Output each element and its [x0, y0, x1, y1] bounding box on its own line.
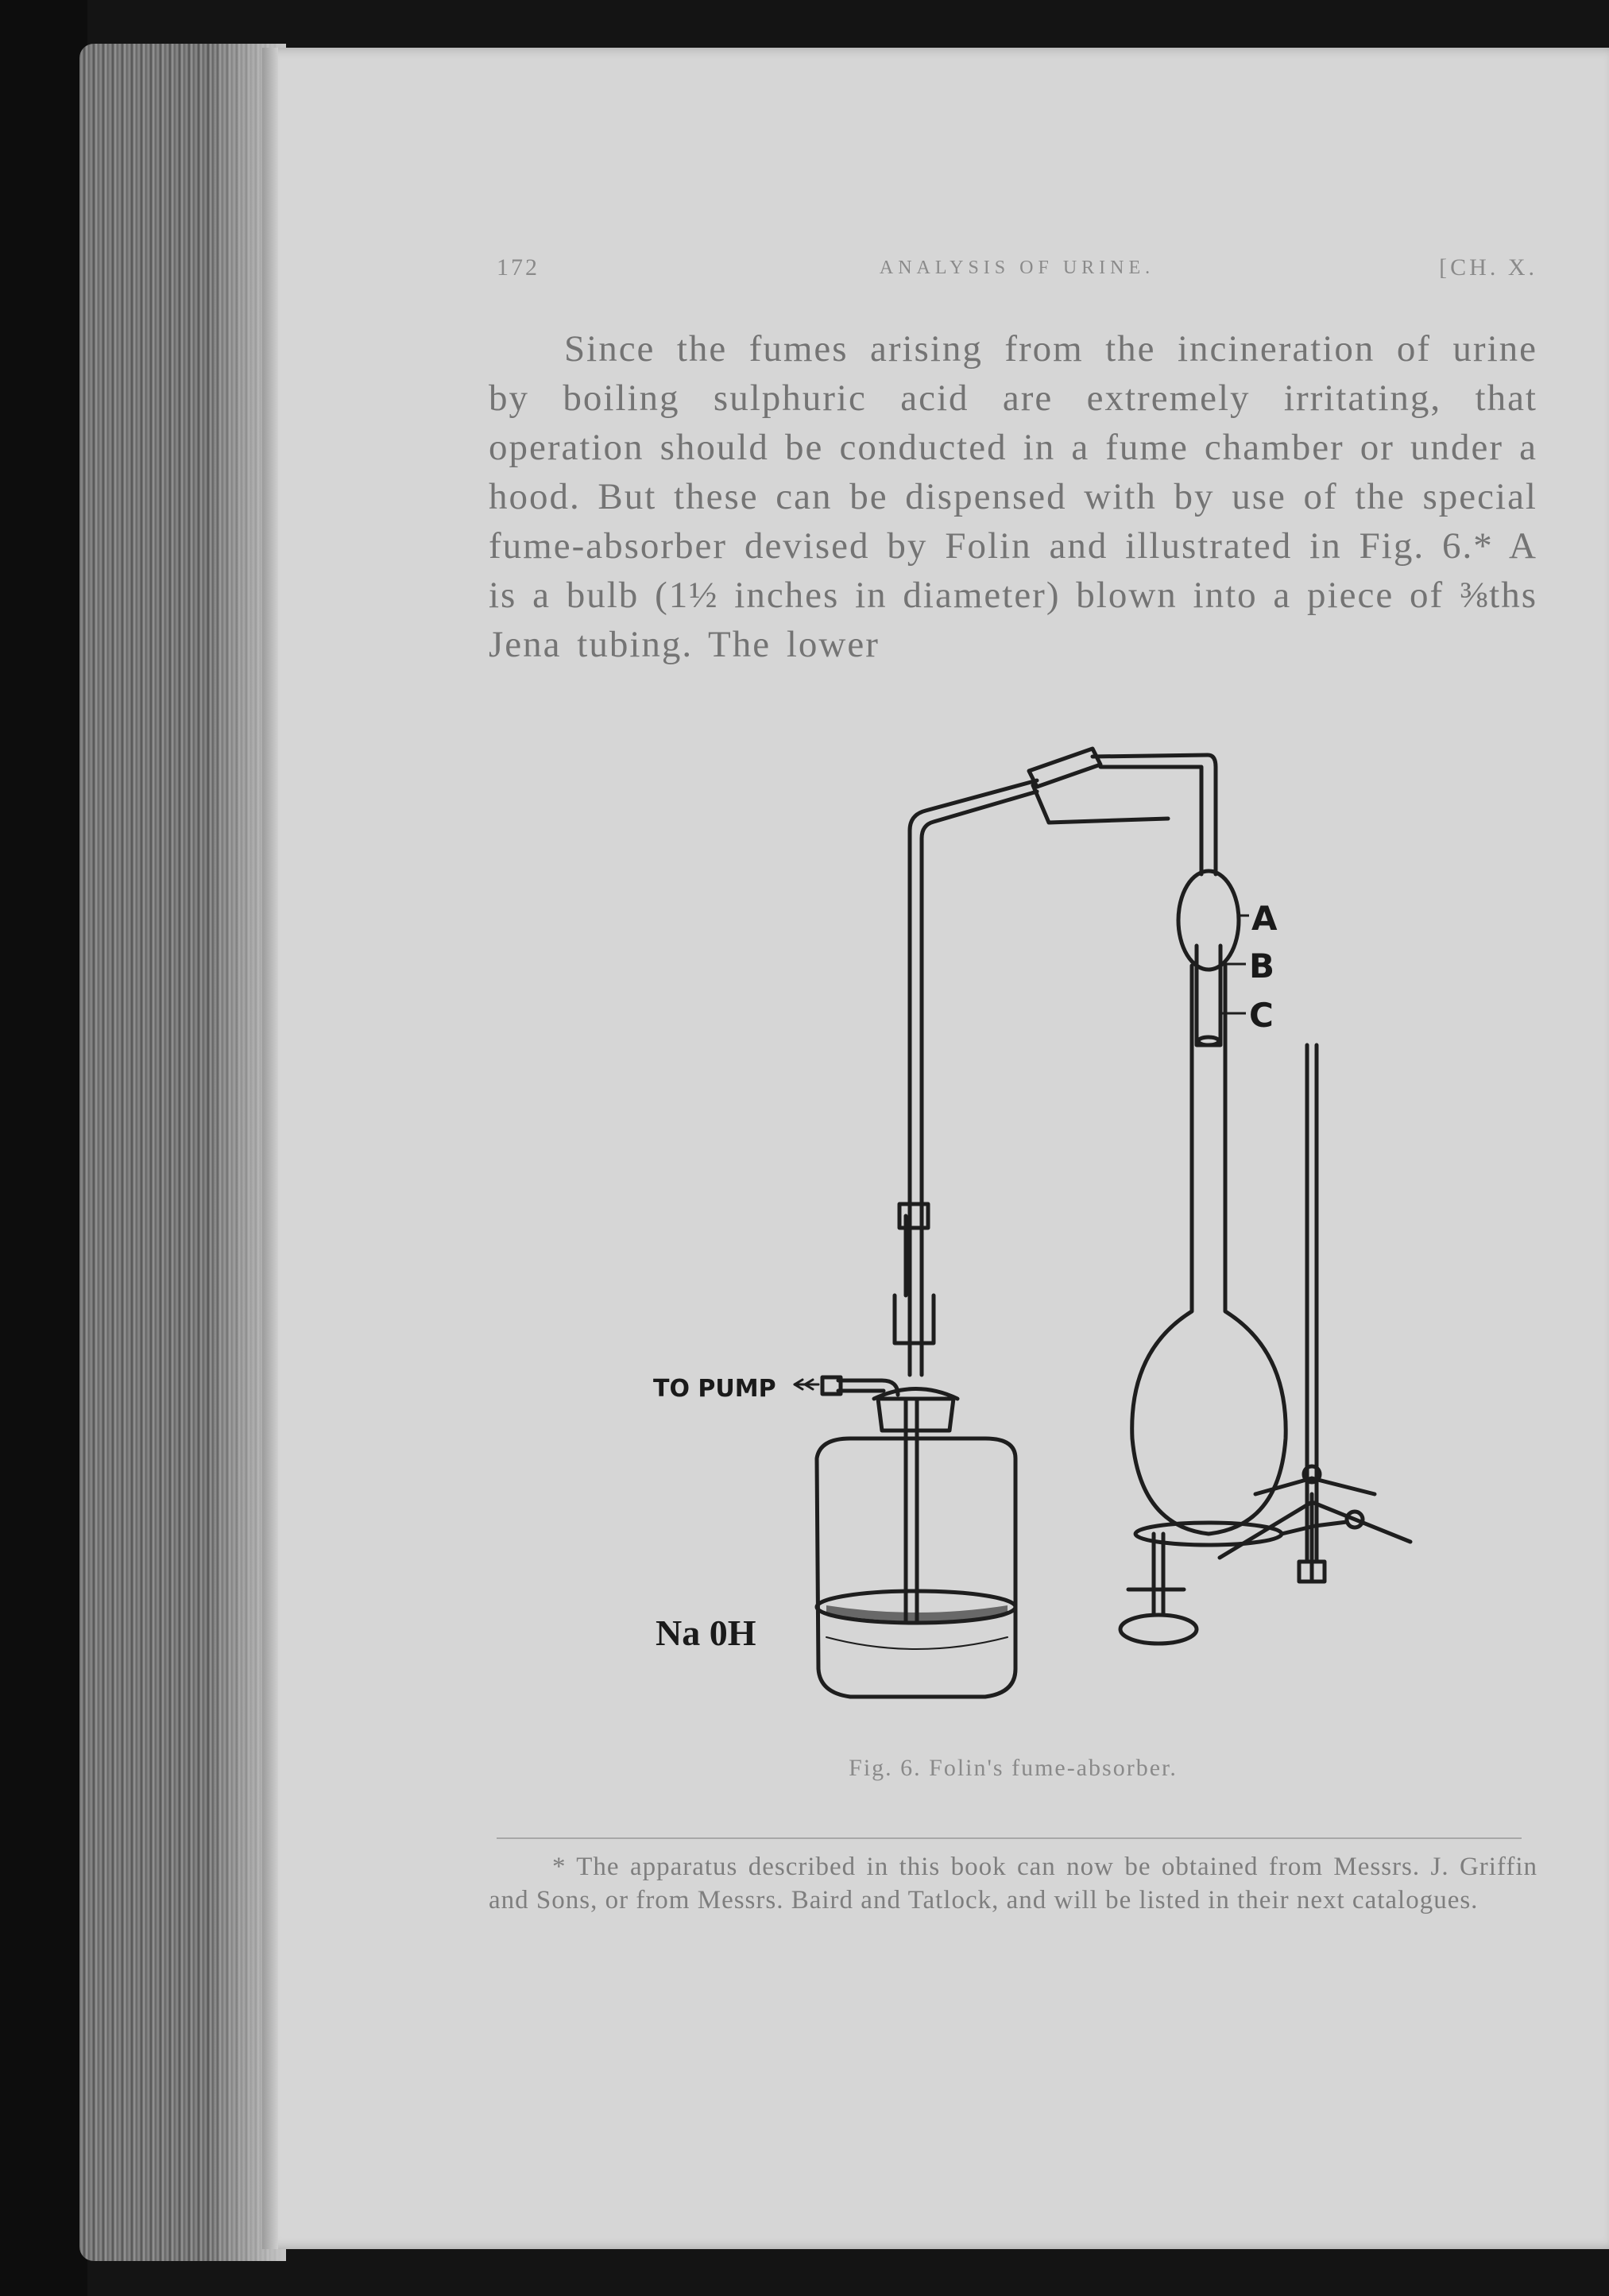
running-header: [497, 254, 1537, 294]
page-number: 172: [497, 254, 540, 281]
fume-absorber-illustration: [636, 739, 1430, 1717]
footnote: * The apparatus described in this book can now be obtained from Messrs. J. Griffin and Sons, or from Messrs. Baird and Tatlock, and will be listed in their next catalogues.: [489, 1853, 1537, 1915]
rubber-connector: [1029, 749, 1100, 787]
label-naoh: Na 0H: [656, 1613, 756, 1653]
footnote-rule: [497, 1837, 1522, 1839]
label-b: B: [1249, 947, 1275, 985]
label-a: A: [1251, 899, 1278, 938]
inner-tube-b: [1197, 946, 1220, 1045]
body-paragraph: Since the fumes arising from the incineration of urine by boiling sulphuric acid are extremely irritating, that operation should be conducted in a fume chamber or under a hood. But these can be dispensed with by use of the special fume-absorber devised by Folin and illustrated in Fig. 6.* A is a bulb (1½ inches in diameter) blown into a piece of ⅜ths Jena tubing. The lower: [489, 328, 1537, 665]
page-gutter-shadow: [262, 48, 278, 2249]
background-dark-edge: [0, 0, 87, 2296]
bunsen-burner: [1154, 1534, 1163, 1613]
chapter-marker: [CH. X.: [1439, 254, 1537, 281]
running-title: ANALYSIS OF URINE.: [879, 257, 1155, 278]
book-page-stack: [79, 44, 286, 2261]
label-to-pump: TO PUMP: [653, 1375, 776, 1403]
kjeldahl-flask: [1132, 966, 1286, 1534]
label-c: C: [1249, 996, 1274, 1035]
figure-fume-absorber: [636, 739, 1430, 1717]
figure-caption: Fig. 6. Folin's fume-absorber.: [849, 1755, 1178, 1781]
bulb-a: [1178, 871, 1239, 970]
connecting-tube: [910, 780, 1037, 1375]
